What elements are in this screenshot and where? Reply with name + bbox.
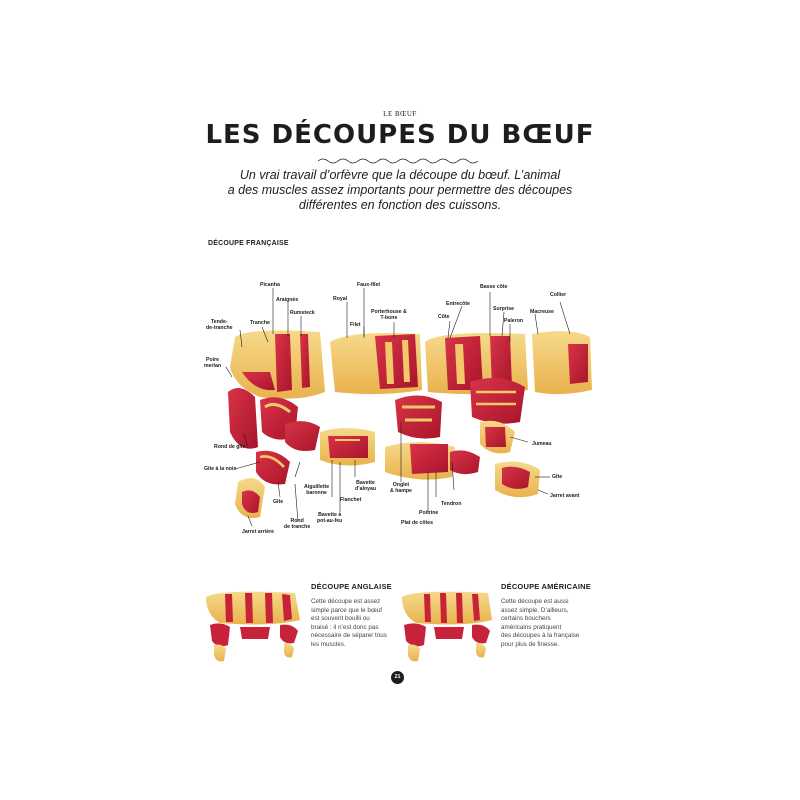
label-gite-front: Gîte [552,474,563,480]
french-cut-label: DÉCOUPE FRANÇAISE [208,240,289,247]
label-jarret-avant: Jarret avant [550,493,580,499]
label-tendron: Tendron [441,501,462,507]
label-onglet-hampe: Onglet & hampe [390,482,412,494]
label-araignee: Araignée [276,297,299,303]
label-macreuse: Macreuse [530,309,554,315]
label-jumeau: Jumeau [532,441,552,447]
label-royal: Royal [333,296,348,302]
label-bavette-aloyau: Bavette d’aloyau [355,480,377,492]
section-kicker: LE BŒUF [383,110,417,118]
page-number: 21 [391,671,404,684]
label-aiguillette-baronne: Aiguillette baronne [304,484,330,496]
label-porterhouse: Porterhouse & T-bone [371,309,407,321]
label-tranche: Tranche [250,320,270,326]
label-jarret-arriere: Jarret arrière [242,529,275,535]
label-cote: Côte [438,314,450,320]
american-cut-title: DÉCOUPE AMÉRICAINE [501,582,591,591]
label-collier: Collier [550,292,567,298]
label-flanchet: Flanchet [340,497,362,503]
label-surprise: Surprise [493,306,515,312]
label-rond-de-gite: Rond de gîte [214,444,246,450]
label-basse-cote: Basse côte [480,284,508,290]
label-filet: Filet [350,322,361,328]
label-gite-a-la-noix: Gîte à la noix [204,466,237,472]
french-cut-labels [180,272,600,552]
label-tende-de-tranche: Tende- de-tranche [206,319,233,331]
intro-text: Un vrai travail d’orfèvre que la découpe du bœuf. L’animal a des muscles assez importants pour permettre des découpes différentes en fonction des cuissons. [227,168,573,212]
label-poitrine: Poitrine [419,510,439,516]
american-cut-text: Cette découpe est aussi assez simple. D’ailleurs, certains bouchers américains pratiquent des découpes à la française pour plus de finesse. [501,598,580,648]
label-poire-merlan: Poire merlan [204,357,222,369]
label-faux-filet: Faux-filet [357,282,381,288]
label-rond-de-tranche: Rond de tranche [284,518,311,530]
english-cut-text: Cette découpe est assez simple parce que le bœuf est souvent bouilli ou braisé : il n’est donc pas nécessaire de séparer tous les muscles. [311,598,387,648]
page-title: LES DÉCOUPES DU BŒUF [205,120,595,150]
american-cut-illustration [396,585,500,665]
label-rumsteck: Rumsteck [290,310,315,316]
english-cut-illustration [200,585,308,665]
english-cut-title: DÉCOUPE ANGLAISE [311,582,392,591]
label-paleron: Paleron [504,318,524,324]
label-entrecote: Entrecôte [446,301,470,307]
title-divider [318,157,478,165]
label-plat-de-cotes: Plat de côtes [401,520,434,526]
label-picanha: Picanha [260,282,280,288]
label-bavette-pot-au-feu: Bavette à pot-au-feu [317,512,343,524]
label-gite-rear: Gîte [273,499,284,505]
